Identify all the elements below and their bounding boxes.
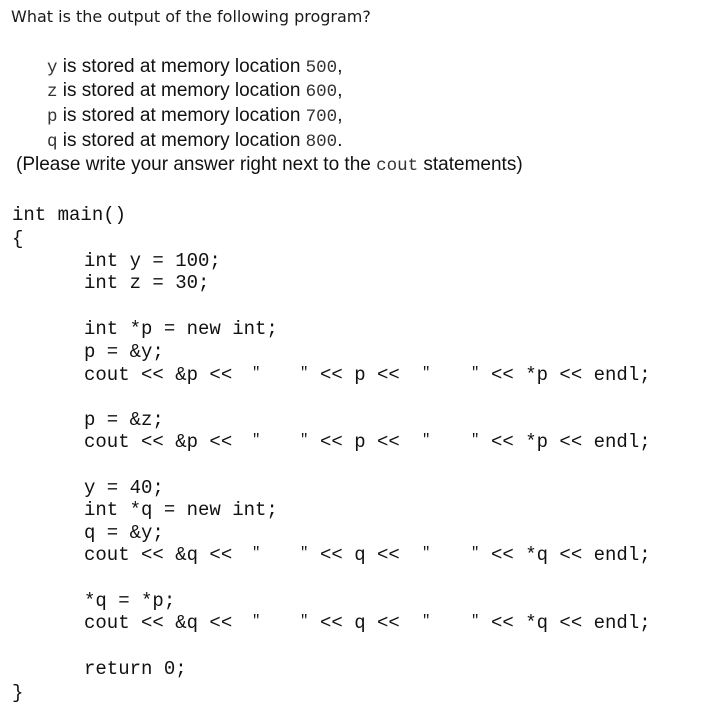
- code-quote: ": [300, 365, 309, 381]
- code-line: *q = *p;: [84, 590, 176, 612]
- memory-text: is stored at memory location: [57, 56, 306, 77]
- code-cout-segment: << *p << endl;: [491, 431, 651, 453]
- memory-line-z: [47, 78, 342, 103]
- code-quote: ": [422, 545, 431, 561]
- code-cout-segment: << q <<: [320, 612, 400, 634]
- instruction-keyword: cout: [376, 156, 419, 176]
- memory-text: is stored at memory location: [57, 80, 306, 101]
- memory-var: z: [47, 82, 58, 102]
- code-quote: ": [471, 613, 480, 629]
- memory-var: q: [47, 132, 58, 152]
- code-quote: ": [471, 365, 480, 381]
- code-quote: ": [300, 613, 309, 629]
- code-line: p = &z;: [84, 409, 164, 431]
- memory-end: ,: [337, 80, 343, 101]
- memory-var: y: [47, 58, 58, 78]
- code-cout-segment: << *q << endl;: [491, 612, 651, 634]
- code-cout-segment: cout << &p <<: [84, 364, 233, 386]
- code-line: int y = 100;: [84, 250, 221, 272]
- code-quote: ": [252, 613, 261, 629]
- memory-line-y: [47, 54, 342, 79]
- code-line: p = &y;: [84, 341, 164, 363]
- code-cout-segment: << *p << endl;: [491, 364, 651, 386]
- code-quote: ": [252, 365, 261, 381]
- code-close-brace: }: [12, 682, 24, 704]
- code-line: int *p = new int;: [84, 318, 278, 340]
- code-quote: ": [422, 432, 431, 448]
- memory-end: ,: [337, 105, 343, 126]
- code-cout-segment: cout << &p <<: [84, 431, 233, 453]
- code-quote: ": [422, 365, 431, 381]
- memory-line-q: [47, 128, 342, 153]
- code-main-signature: int main(): [12, 204, 127, 226]
- memory-text: is stored at memory location: [57, 105, 306, 126]
- code-quote: ": [471, 545, 480, 561]
- memory-var: p: [47, 107, 58, 127]
- code-quote: ": [300, 545, 309, 561]
- code-open-brace: {: [12, 228, 24, 250]
- code-cout-segment: << *q << endl;: [491, 544, 651, 566]
- memory-end: .: [337, 130, 343, 151]
- code-line: int z = 30;: [84, 272, 210, 294]
- memory-addr: 600: [305, 82, 338, 102]
- code-quote: ": [300, 432, 309, 448]
- memory-addr: 500: [305, 58, 338, 78]
- code-quote: ": [252, 545, 261, 561]
- memory-end: ,: [337, 56, 343, 77]
- code-quote: ": [252, 432, 261, 448]
- code-line: q = &y;: [84, 522, 164, 544]
- code-cout-segment: cout << &q <<: [84, 612, 233, 634]
- instruction-after: statements): [418, 154, 523, 175]
- memory-line-p: [47, 103, 342, 128]
- memory-text: is stored at memory location: [57, 130, 306, 151]
- code-line: y = 40;: [84, 477, 164, 499]
- code-cout-segment: << p <<: [320, 431, 400, 453]
- code-cout-segment: << p <<: [320, 364, 400, 386]
- instruction-line: [16, 152, 523, 177]
- instruction-before: (Please write your answer right next to the: [16, 154, 377, 175]
- code-quote: ": [422, 613, 431, 629]
- question-heading: What is the output of the following program?: [11, 7, 371, 26]
- code-quote: ": [471, 432, 480, 448]
- code-cout-segment: cout << &q <<: [84, 544, 233, 566]
- code-return: return 0;: [84, 658, 187, 680]
- memory-addr: 800: [305, 132, 338, 152]
- code-cout-segment: << q <<: [320, 544, 400, 566]
- code-line: int *q = new int;: [84, 499, 278, 521]
- memory-addr: 700: [305, 107, 338, 127]
